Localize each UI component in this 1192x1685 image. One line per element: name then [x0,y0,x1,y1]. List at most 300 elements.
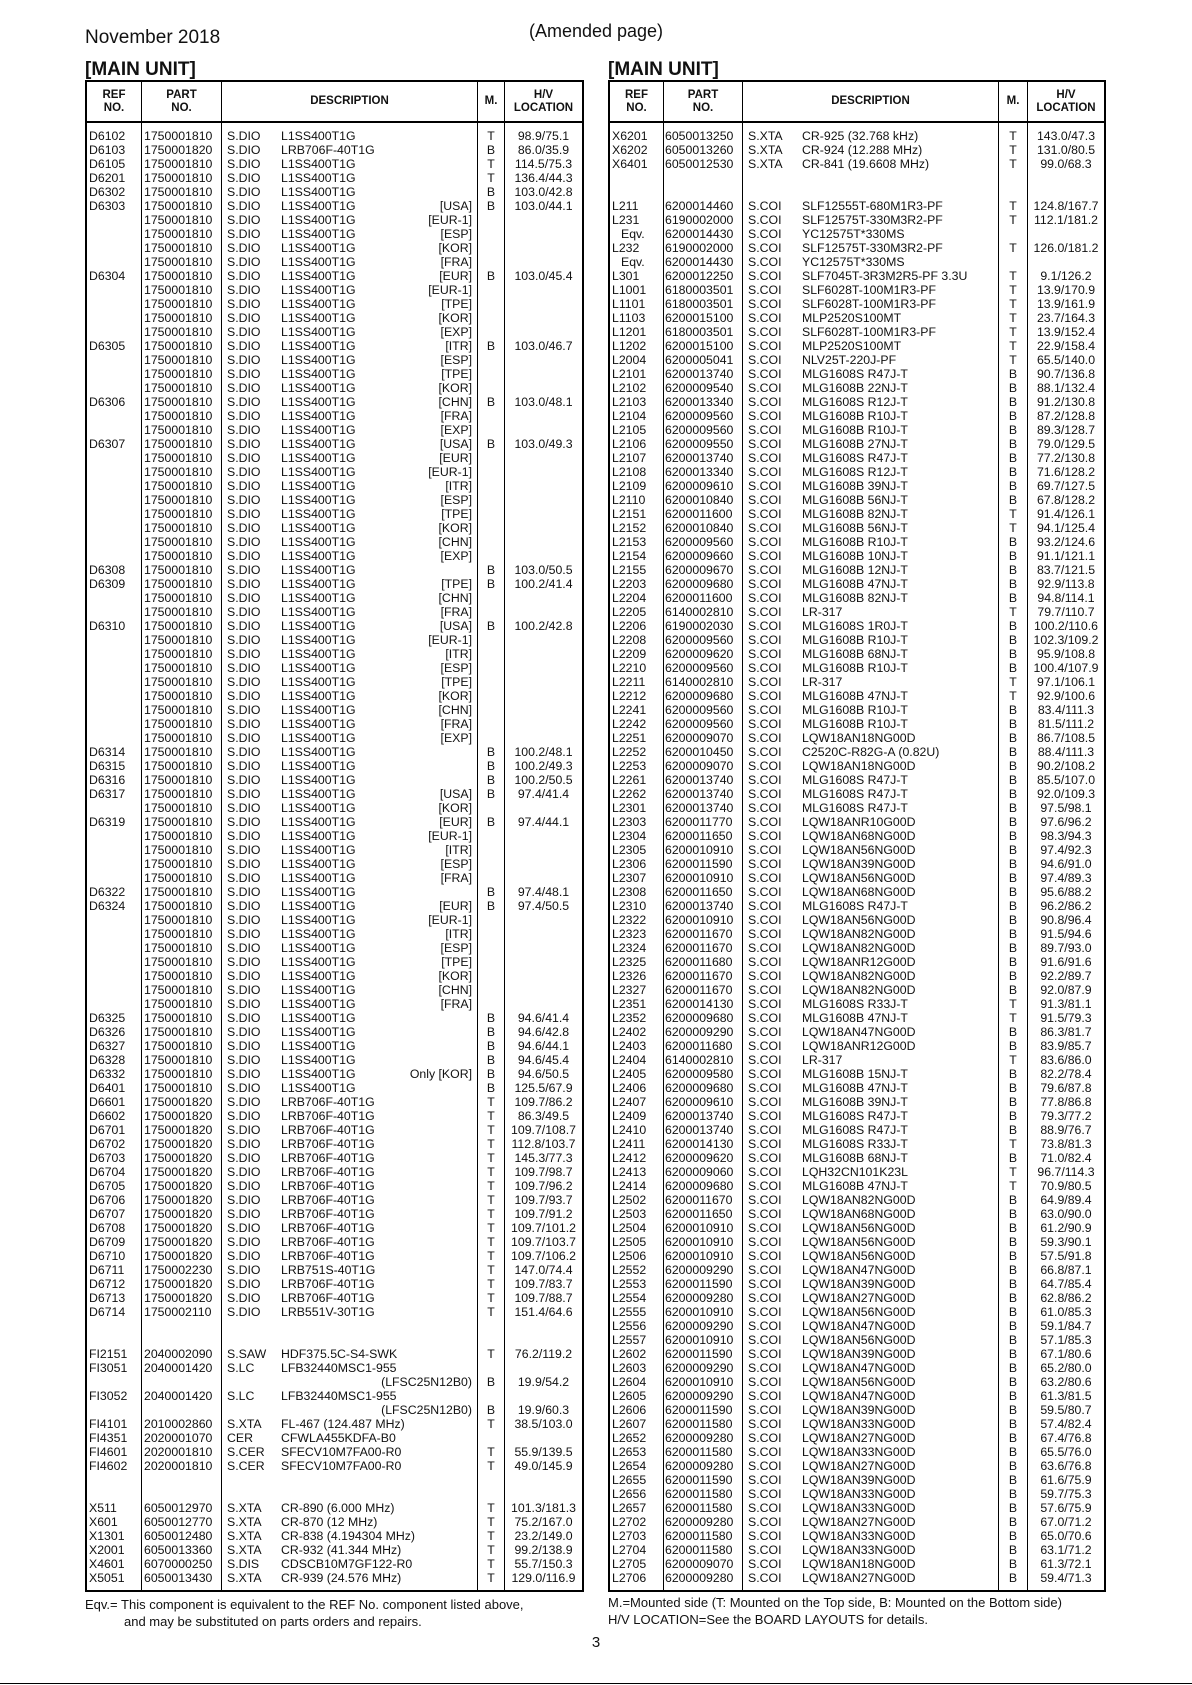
description: C2520C-R82G-A (0.82U) [802,745,940,759]
table-row [87,1501,582,1515]
mounted-side: T [487,1543,495,1557]
table-row [610,1571,1104,1585]
table-row [610,227,1104,241]
part-no: 1750002230 [144,1263,213,1277]
part-no: 1750001810 [144,927,213,941]
hv-location: 91.6/91.6 [1040,955,1092,969]
part-no: 6200009560 [665,409,734,423]
mounted-side: B [1008,801,1018,815]
mounted-side: T [487,1305,495,1319]
mounted-side: T [487,1109,495,1123]
part-no: 1750001810 [144,1011,213,1025]
table-row [610,1445,1104,1459]
region: Only [KOR] [409,1067,472,1081]
region: [EXP] [440,731,472,745]
part-no: 1750001810 [144,213,213,227]
part-no: 6050012770 [144,1515,213,1529]
section-title-left: [MAIN UNIT] [85,59,196,80]
region: [ITR] [445,647,472,661]
region: [KOR] [438,241,472,255]
description: LQW18AN47NG00D [802,1319,916,1333]
part-type: S.COI [748,717,782,731]
description: L1SS400T1G [281,1011,356,1025]
region: [ESP] [440,493,472,507]
description: LQW18AN82NG00D [802,1193,916,1207]
description: L1SS400T1G [281,269,356,283]
mounted-side: B [1008,1403,1018,1417]
table-row [610,1249,1104,1263]
hv-location: 97.4/41.4 [517,787,570,801]
region: [TPE] [441,507,472,521]
part-no: 1750001810 [144,269,213,283]
part-type: S.LC [227,1389,255,1403]
part-type: S.DIO [227,1291,261,1305]
description: LQW18AN27NG00D [802,1431,916,1445]
description: LQW18AN39NG00D [802,1277,916,1291]
table-row [87,577,582,591]
region: [EUR-1] [428,213,472,227]
part-no: 1750001820 [144,1235,213,1249]
mounted-side: T [487,1207,495,1221]
part-no: 1750001810 [144,815,213,829]
mounted-side: B [1008,1445,1018,1459]
mounted-side: T [487,1277,495,1291]
table-row [610,423,1104,437]
table-row [610,633,1104,647]
hv-location: 71.6/128.2 [1036,465,1096,479]
hv-location: 98.3/94.3 [1040,829,1092,843]
table-row [87,241,582,255]
region: [ITR] [445,843,472,857]
part-type: S.COI [748,1025,782,1039]
part-no: 1750001810 [144,493,213,507]
part-no: 6190002030 [665,619,734,633]
region: [ESP] [440,227,472,241]
description: CR-841 (19.6608 MHz) [802,157,930,171]
part-no: 6200009290 [665,1319,734,1333]
table-row [87,367,582,381]
hv-location: 92.0/109.3 [1036,787,1096,801]
hv-location: 83.6/86.0 [1040,1053,1092,1067]
hv-location: 79.0/129.5 [1036,437,1096,451]
description: L1SS400T1G [281,1067,356,1081]
part-no: 6200011580 [665,1529,733,1543]
hv-location: 9.1/126.2 [1040,269,1092,283]
mounted-side: B [1008,899,1018,913]
description: LRB706F-40T1G [281,1291,375,1305]
part-type: S.COI [748,521,782,535]
hv-location: 94.6/44.1 [517,1039,570,1053]
part-type: S.COI [748,1109,782,1123]
part-type: S.DIO [227,1067,261,1081]
part-no: 1750002110 [144,1305,212,1319]
hv-location: 64.9/89.4 [1040,1193,1092,1207]
description: LQW18AN56NG00D [802,1333,916,1347]
mounted-side: T [487,1529,495,1543]
table-row [610,1389,1104,1403]
part-no: 6200011580 [665,1417,733,1431]
part-no: 6200010910 [665,871,734,885]
region: [USA] [439,437,472,451]
table-row [610,325,1104,339]
hv-location: 67.1/80.6 [1040,1347,1092,1361]
table-row [610,437,1104,451]
table-row [87,1263,582,1277]
part-no: 1750001820 [144,1249,213,1263]
description: L1SS400T1G [281,367,356,381]
part-no: 1750001810 [144,703,213,717]
table-row [610,955,1104,969]
table-row [87,339,582,353]
table-row [87,759,582,773]
part-no: 1750001810 [144,465,213,479]
table-row [87,1235,582,1249]
table-body [610,129,1104,1585]
hv-location: 100.2/50.5 [514,773,573,787]
part-no: 6200011650 [665,829,733,843]
ref-no: D6305 [89,339,126,353]
description: L1SS400T1G [281,227,356,241]
ref-no: L2653 [612,1445,647,1459]
mounted-side: B [1008,1109,1018,1123]
ref-no: L2208 [612,633,647,647]
table-row [610,829,1104,843]
location-note: H/V LOCATION=See the BOARD LAYOUTS for details. [608,1612,928,1627]
ref-no: D6713 [89,1291,126,1305]
hv-location: 97.4/44.1 [517,815,570,829]
hv-location: 55.7/150.3 [514,1557,573,1571]
part-type: S.DIO [227,843,261,857]
table-row [87,199,582,213]
ref-no: L2552 [612,1263,647,1277]
description: LR-317 [802,675,843,689]
mounted-side: B [1008,451,1018,465]
hv-location: 77.2/130.8 [1036,451,1096,465]
description: MLG1608B 10NJ-T [802,549,908,563]
mounted-side: T [1009,339,1017,353]
mounted-side: T [487,1193,495,1207]
part-type: S.DIO [227,1305,261,1319]
mounted-side: B [1008,815,1018,829]
table-row [87,661,582,675]
table-row [87,493,582,507]
part-type: S.COI [748,367,782,381]
hv-location: 109.7/98.7 [514,1165,573,1179]
table-row [87,409,582,423]
hv-location: 100.2/41.4 [514,577,573,591]
description: SLF12555T-680M1R3-PF [802,199,943,213]
part-no: 1750001810 [144,675,213,689]
mounted-side: B [1008,633,1018,647]
description: L1SS400T1G [281,283,356,297]
ref-no: D6309 [89,577,126,591]
part-no: 6190002000 [665,213,734,227]
hv-location: 67.4/76.8 [1040,1431,1092,1445]
ref-no: L2411 [612,1137,646,1151]
table-row [87,913,582,927]
table-row [610,521,1104,535]
description: FL-467 (124.487 MHz) [281,1417,405,1431]
table-row [87,521,582,535]
description: LRB706F-40T1G [281,1151,375,1165]
mounted-side: B [486,563,496,577]
table-row [610,395,1104,409]
description: CR-870 (12 MHz) [281,1515,378,1529]
description: LFB32440MSC1-955 [281,1389,397,1403]
table-row [610,1053,1104,1067]
description: MLG1608B R10J-T [802,633,908,647]
description: LQW18ANR12G00D [802,1039,916,1053]
ref-no: L2303 [612,815,647,829]
hv-location: 143.0/47.3 [1036,129,1096,143]
part-no: 6200011670 [665,941,733,955]
table-row [610,1081,1104,1095]
mounted-side: B [1008,717,1018,731]
part-type: S.COI [748,1277,782,1291]
description: CR-925 (32.768 kHz) [802,129,919,143]
ref-no: L2406 [612,1081,647,1095]
ref-no: L2212 [612,689,647,703]
hv-location: 89.7/93.0 [1040,941,1092,955]
description: L1SS400T1G [281,647,356,661]
part-no: 1750001810 [144,829,213,843]
table-row [87,619,582,633]
table-row [610,1137,1104,1151]
part-type: S.COI [748,731,782,745]
hv-location: 94.6/50.5 [517,1067,570,1081]
table-row [87,297,582,311]
hv-location: 70.9/80.5 [1040,1179,1092,1193]
description: MLG1608B R10J-T [802,409,908,423]
table-row [87,773,582,787]
ref-no: D6303 [89,199,126,213]
mounted-side: B [486,815,496,829]
table-row [610,997,1104,1011]
part-no: 6200010840 [665,521,734,535]
region: [TPE] [441,297,472,311]
table-row [610,1431,1104,1445]
region: [EUR-1] [428,633,472,647]
part-type: S.COI [748,1501,782,1515]
table-row [610,157,1104,171]
part-type: S.XTA [227,1529,262,1543]
mounted-side: T [487,1179,495,1193]
part-type: S.COI [748,479,782,493]
ref-no: D6703 [89,1151,126,1165]
hv-location: 86.3/81.7 [1040,1025,1092,1039]
table-row [610,1263,1104,1277]
mounted-side: B [1008,1543,1018,1557]
hv-location: 63.1/71.2 [1040,1543,1092,1557]
part-no: 1750001810 [144,353,213,367]
hv-location: 103.0/48.1 [514,395,573,409]
hv-location: 97.4/89.3 [1040,871,1092,885]
description: MLG1608S R47J-T [802,1123,908,1137]
ref-no: D6701 [89,1123,126,1137]
ref-no: D6201 [89,171,126,185]
ref-no: L2204 [612,591,647,605]
part-type: S.COI [748,801,782,815]
part-type: S.COI [748,605,782,619]
hv-location: 59.1/84.7 [1040,1319,1092,1333]
table-row [87,899,582,913]
table-row [610,1193,1104,1207]
part-no: 1750001810 [144,171,213,185]
part-type: S.DIO [227,1011,261,1025]
header-ref-no: REF NO. [625,88,648,114]
description: L1SS400T1G [281,1039,356,1053]
part-type: S.COI [748,213,782,227]
hv-location: 109.7/91.2 [514,1207,573,1221]
mounted-side: B [1008,1095,1018,1109]
part-no: 6200014460 [665,199,734,213]
table-row [610,269,1104,283]
header-description: DESCRIPTION [831,95,910,107]
hv-location: 114.5/75.3 [514,157,573,171]
description: L1SS400T1G [281,493,356,507]
region: [USA] [439,199,472,213]
part-type: S.COI [748,1207,782,1221]
mounted-side: B [1008,1081,1018,1095]
mounted-side: B [1008,1277,1018,1291]
mounted-side: T [1009,353,1017,367]
part-no: 1750001810 [144,283,213,297]
part-no: 6200013740 [665,1123,734,1137]
hv-location: 103.0/45.4 [514,269,573,283]
part-no: 6200010840 [665,493,734,507]
mounted-side: B [1008,465,1018,479]
part-type: S.DIO [227,871,261,885]
part-type: S.COI [748,829,782,843]
part-type: S.COI [748,1067,782,1081]
ref-no: L2253 [612,759,647,773]
mounted-side: B [1008,1123,1018,1137]
part-no: 6200009680 [665,689,734,703]
part-type: S.XTA [227,1543,262,1557]
mounted-side: B [1008,1473,1018,1487]
ref-no: L2410 [612,1123,647,1137]
mounted-side: B [1008,549,1018,563]
description: MLG1608B 68NJ-T [802,647,908,661]
hv-location: 109.7/101.2 [511,1221,576,1235]
mounted-side: B [486,1039,496,1053]
part-no: 6200013740 [665,451,734,465]
part-no: 1750001810 [144,1025,213,1039]
part-type: S.COI [748,871,782,885]
part-no: 6200011600 [665,591,733,605]
part-type: S.DIO [227,185,261,199]
header-ref-no: REF NO. [102,88,126,114]
part-no: 6200011650 [665,1207,733,1221]
hv-location: 129.0/116.9 [511,1571,576,1585]
region: [EUR-1] [428,913,472,927]
description: L1SS400T1G [281,395,356,409]
table-row [610,619,1104,633]
description: LQW18AN33NG00D [802,1501,916,1515]
part-no: 1750001810 [144,507,213,521]
part-no: 6200009280 [665,1291,734,1305]
mounted-side: B [486,269,496,283]
mounted-side: B [1008,983,1018,997]
ref-no: L2404 [612,1053,647,1067]
part-type: S.COI [748,703,782,717]
table-row [610,283,1104,297]
mounted-side: B [486,787,496,801]
part-no: 1750001810 [144,773,213,787]
description: L1SS400T1G [281,241,356,255]
table-row [87,1571,582,1585]
part-no: 6200009280 [665,1459,734,1473]
mounted-side: B [1008,1235,1018,1249]
table-row [610,1235,1104,1249]
mounted-side: B [486,899,496,913]
ref-no: D6322 [89,885,126,899]
part-no: 6200009680 [665,1011,734,1025]
part-no: 6200011590 [665,857,733,871]
region: [CHN] [438,983,472,997]
description: L1SS400T1G [281,325,356,339]
description: MLG1608B 15NJ-T [802,1067,908,1081]
mounted-side: T [1009,213,1017,227]
part-type: S.COI [748,1571,782,1585]
part-no: 2040002090 [144,1347,213,1361]
part-no: 6200009540 [665,381,734,395]
description: LQW18AN82NG00D [802,927,916,941]
table-header [87,82,582,123]
description: LQW18AN33NG00D [802,1543,916,1557]
part-no: 1750001810 [144,1039,213,1053]
description: LRB706F-40T1G [281,143,375,157]
description: MLP2520S100MT [802,311,902,325]
part-no: 1750001820 [144,1095,213,1109]
table-row [87,1305,582,1319]
part-no: 1750001810 [144,717,213,731]
header-part-no: PART NO. [166,88,197,114]
hv-location: 79.7/110.7 [1037,605,1095,619]
description: MLG1608S R47J-T [802,773,908,787]
mounted-side: T [1009,283,1017,297]
part-type: S.COI [748,339,782,353]
hv-location: 79.3/77.2 [1040,1109,1092,1123]
part-type: S.DIO [227,227,261,241]
table-row [87,857,582,871]
ref-no: L2261 [612,773,647,787]
ref-no: FI4602 [89,1459,128,1473]
part-no: 6200010910 [665,1375,734,1389]
description: CDSCB10M7GF122-R0 [281,1557,413,1571]
ref-no: X511 [89,1501,117,1515]
description: MLG1608B R10J-T [802,661,908,675]
region: [TPE] [441,367,472,381]
part-no: 1750001810 [144,325,213,339]
part-no: 6200014430 [665,255,734,269]
mounted-side: B [1008,787,1018,801]
table-row [610,1025,1104,1039]
ref-no: L2004 [612,353,647,367]
part-no: 1750001810 [144,605,213,619]
table-row [87,731,582,745]
ref-no: D6310 [89,619,126,633]
mounted-side: T [1009,1011,1017,1025]
table-row [87,549,582,563]
ref-no: L1202 [612,339,647,353]
part-type: S.DIO [227,577,261,591]
description: L1SS400T1G [281,633,356,647]
part-type: S.COI [748,1515,782,1529]
ref-no: X6401 [612,157,648,171]
part-no: 1750001810 [144,227,213,241]
part-type: S.COI [748,255,782,269]
